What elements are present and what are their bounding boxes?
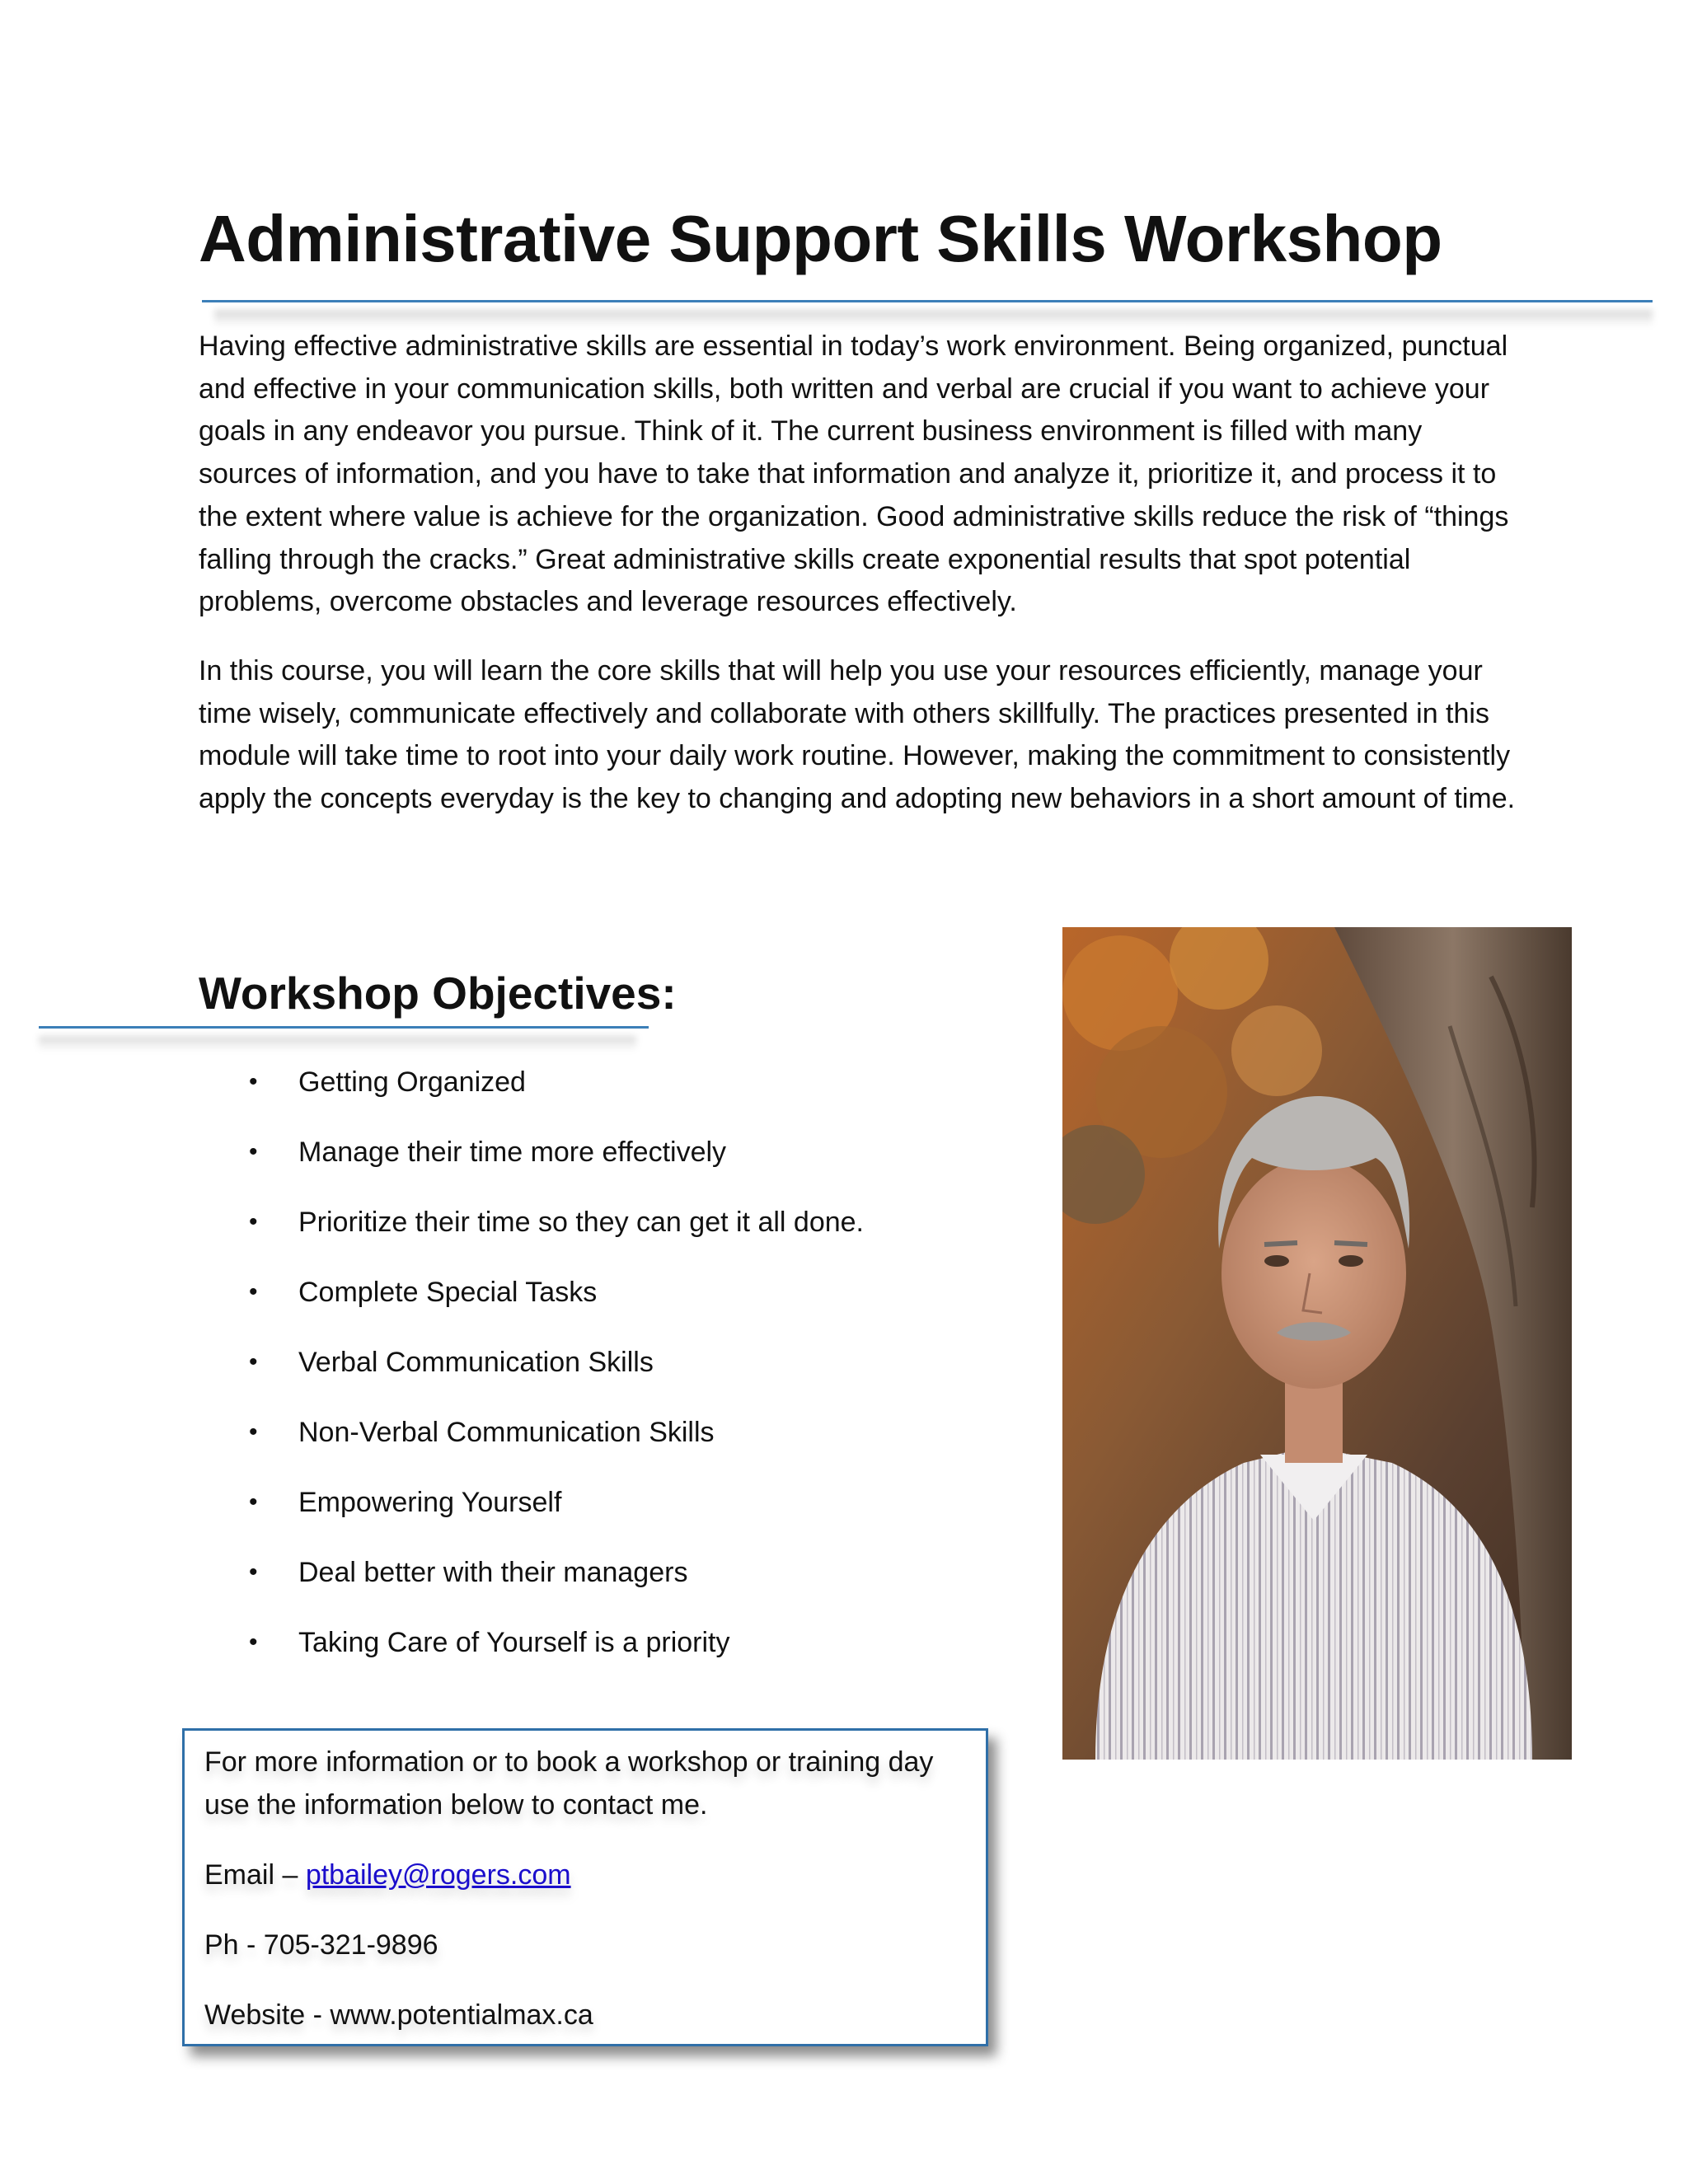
bullet-icon: • bbox=[249, 1068, 258, 1095]
objective-text: Getting Organized bbox=[298, 1066, 526, 1098]
intro-paragraph: Having effective administrative skills are essential in today’s work environment. Being organized, punctual and effective in your communication skills, both written and verbal are crucial if you want to achieve your goals in any endeavor you pursue. Think of it. The current business environment is filled with many sources of information, and you have to take that information and analyze it, prioritize it, and process it to the extent where value is achieve for the organization. Good administrative skills reduce the risk of “things falling through the cracks.” Great administrative skills create exponential results that spot potential problems, overcome obstacles and leverage resources effectively. bbox=[199, 330, 1509, 618]
objective-text: Deal better with their managers bbox=[298, 1557, 688, 1588]
bullet-icon: • bbox=[249, 1418, 258, 1446]
contact-box bbox=[182, 1728, 988, 2046]
bullet-icon: • bbox=[249, 1278, 258, 1305]
bullet-icon: • bbox=[249, 1138, 258, 1165]
presenter-photo bbox=[1062, 927, 1572, 1760]
bullet-icon: • bbox=[249, 1348, 258, 1376]
bullet-icon: • bbox=[249, 1208, 258, 1235]
course-paragraph: In this course, you will learn the core skills that will help you use your resources efficiently, manage your time wisely, communicate effectively and collaborate with others skillfully. The practices presented in this module will take time to root into your daily work routine. However, making the commitment to consistently apply the concepts everyday is the key to changing and adopting new behaviors in a short amount of time. bbox=[199, 655, 1516, 815]
objectives-divider bbox=[39, 1026, 649, 1029]
objective-text: Verbal Communication Skills bbox=[298, 1347, 654, 1378]
objective-text: Taking Care of Yourself is a priority bbox=[298, 1627, 730, 1658]
objective-text: Complete Special Tasks bbox=[298, 1277, 598, 1308]
email-label: Email – bbox=[204, 1859, 306, 1891]
contact-intro-line: use the information below to contact me. bbox=[204, 1789, 708, 1821]
title-divider-shadow bbox=[214, 310, 1653, 326]
bullet-icon: • bbox=[249, 1629, 258, 1656]
objective-text: Non-Verbal Communication Skills bbox=[298, 1417, 715, 1448]
bullet-icon: • bbox=[249, 1558, 258, 1586]
email-line bbox=[204, 1854, 571, 1896]
website-line: Website - www.potentialmax.ca bbox=[204, 1999, 593, 2031]
email-link[interactable]: ptbailey@rogers.com bbox=[305, 1859, 571, 1891]
objectives-divider-shadow bbox=[39, 1036, 636, 1051]
bullet-icon: • bbox=[249, 1488, 258, 1516]
document-title: Administrative Support Skills Workshop bbox=[199, 202, 1442, 275]
phone-line: Ph - 705-321-9896 bbox=[204, 1929, 438, 1961]
objective-text: Empowering Yourself bbox=[298, 1487, 562, 1518]
title-divider bbox=[202, 300, 1653, 302]
objectives-heading: Workshop Objectives: bbox=[199, 968, 677, 1019]
objective-text: Manage their time more effectively bbox=[298, 1137, 727, 1168]
contact-intro-line: For more information or to book a workshop or training day bbox=[204, 1746, 934, 1778]
objective-text: Prioritize their time so they can get it all done. bbox=[298, 1207, 864, 1238]
